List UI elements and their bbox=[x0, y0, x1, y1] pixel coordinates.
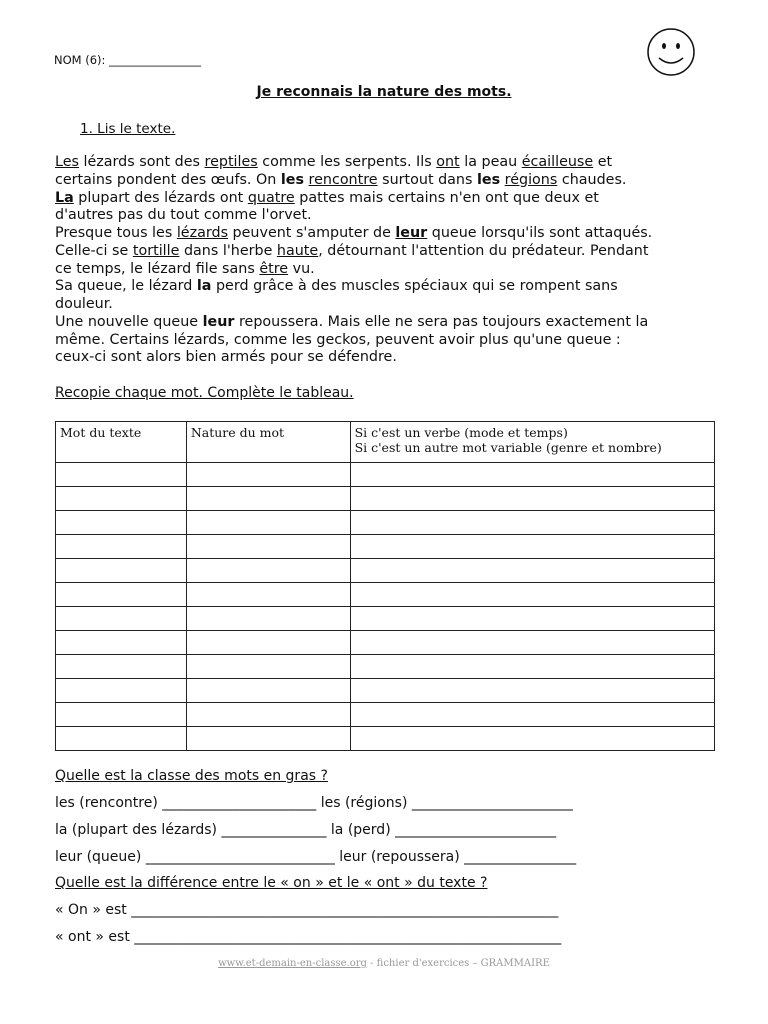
text-line-11: même. Certains lézards, comme les geckos, peuvent avoir plus qu'une queue : bbox=[55, 331, 621, 348]
reading-text bbox=[55, 154, 735, 367]
col-header-word: Mot du texte bbox=[56, 422, 187, 463]
table-row bbox=[56, 487, 715, 511]
text-line-9: douleur. bbox=[55, 296, 113, 312]
table-row bbox=[56, 631, 715, 655]
table-row bbox=[56, 703, 715, 727]
question-2: Quelle est la différence entre le « on » et le « ont » du texte ? bbox=[55, 875, 488, 891]
table-row bbox=[56, 463, 715, 487]
table-row bbox=[56, 559, 715, 583]
text-line-5: Presque tous les lézards peuvent s'amputer de leur queue lorsqu'ils sont attaqués. bbox=[55, 225, 653, 241]
table-row bbox=[56, 535, 715, 559]
answer-line-1[interactable]: les (rencontre) ______________________ les (régions) _______________________ bbox=[55, 795, 573, 811]
name-field-label: NOM (6): ________________ bbox=[54, 53, 202, 67]
table-row bbox=[56, 607, 715, 631]
col-header-details: Si c'est un verbe (mode et temps) Si c'est un autre mot variable (genre et nombre) bbox=[350, 422, 714, 463]
table-header-row bbox=[56, 422, 715, 463]
text-line-10: Une nouvelle queue leur repoussera. Mais elle ne sera pas toujours exactement la bbox=[55, 313, 649, 330]
instruction-1: 1. Lis le texte. bbox=[80, 121, 176, 137]
text-line-2: certains pondent des œufs. On les rencontre surtout dans les régions chaudes. bbox=[55, 171, 627, 188]
text-line-8: Sa queue, le lézard la perd grâce à des muscles spéciaux qui se rompent sans bbox=[55, 278, 618, 295]
footer-link[interactable]: www.et-demain-en-classe.org bbox=[218, 958, 367, 969]
text-line-6: Celle-ci se tortille dans l'herbe haute, détournant l'attention du prédateur. Pendant bbox=[55, 242, 649, 259]
table-row bbox=[56, 727, 715, 751]
answer-line-2[interactable]: la (plupart des lézards) _______________ la (perd) _______________________ bbox=[55, 822, 557, 838]
answer-line-4[interactable]: « On » est _____________________________________________________________ bbox=[55, 902, 559, 918]
table-row bbox=[56, 583, 715, 607]
answer-line-3[interactable]: leur (queue) ___________________________ leur (repoussera) ________________ bbox=[55, 849, 577, 865]
answer-line-5[interactable]: « ont » est _____________________________________________________________ bbox=[55, 929, 562, 945]
text-line-4: d'autres pas du tout comme l'orvet. bbox=[55, 207, 312, 224]
question-1: Quelle est la classe des mots en gras ? bbox=[55, 768, 328, 784]
text-line-1: Les lézards sont des reptiles comme les serpents. Ils ont la peau écailleuse et bbox=[55, 154, 613, 170]
table-row bbox=[56, 511, 715, 535]
text-line-3: La plupart des lézards ont quatre pattes mais certains n'en ont que deux et bbox=[55, 189, 599, 206]
text-line-12: ceux-ci sont alors bien armés pour se défendre. bbox=[55, 349, 397, 366]
table-instruction: Recopie chaque mot. Complète le tableau. bbox=[55, 385, 354, 401]
smiley-icon bbox=[646, 27, 696, 77]
page-title: Je reconnais la nature des mots. bbox=[256, 84, 512, 100]
text-line-7: ce temps, le lézard file sans être vu. bbox=[55, 260, 315, 277]
table-row bbox=[56, 655, 715, 679]
footer-text: - fichier d'exercices – GRAMMAIRE bbox=[366, 958, 550, 969]
answer-table bbox=[55, 421, 715, 751]
footer bbox=[0, 958, 768, 969]
col-header-nature: Nature du mot bbox=[186, 422, 350, 463]
table-row bbox=[56, 679, 715, 703]
